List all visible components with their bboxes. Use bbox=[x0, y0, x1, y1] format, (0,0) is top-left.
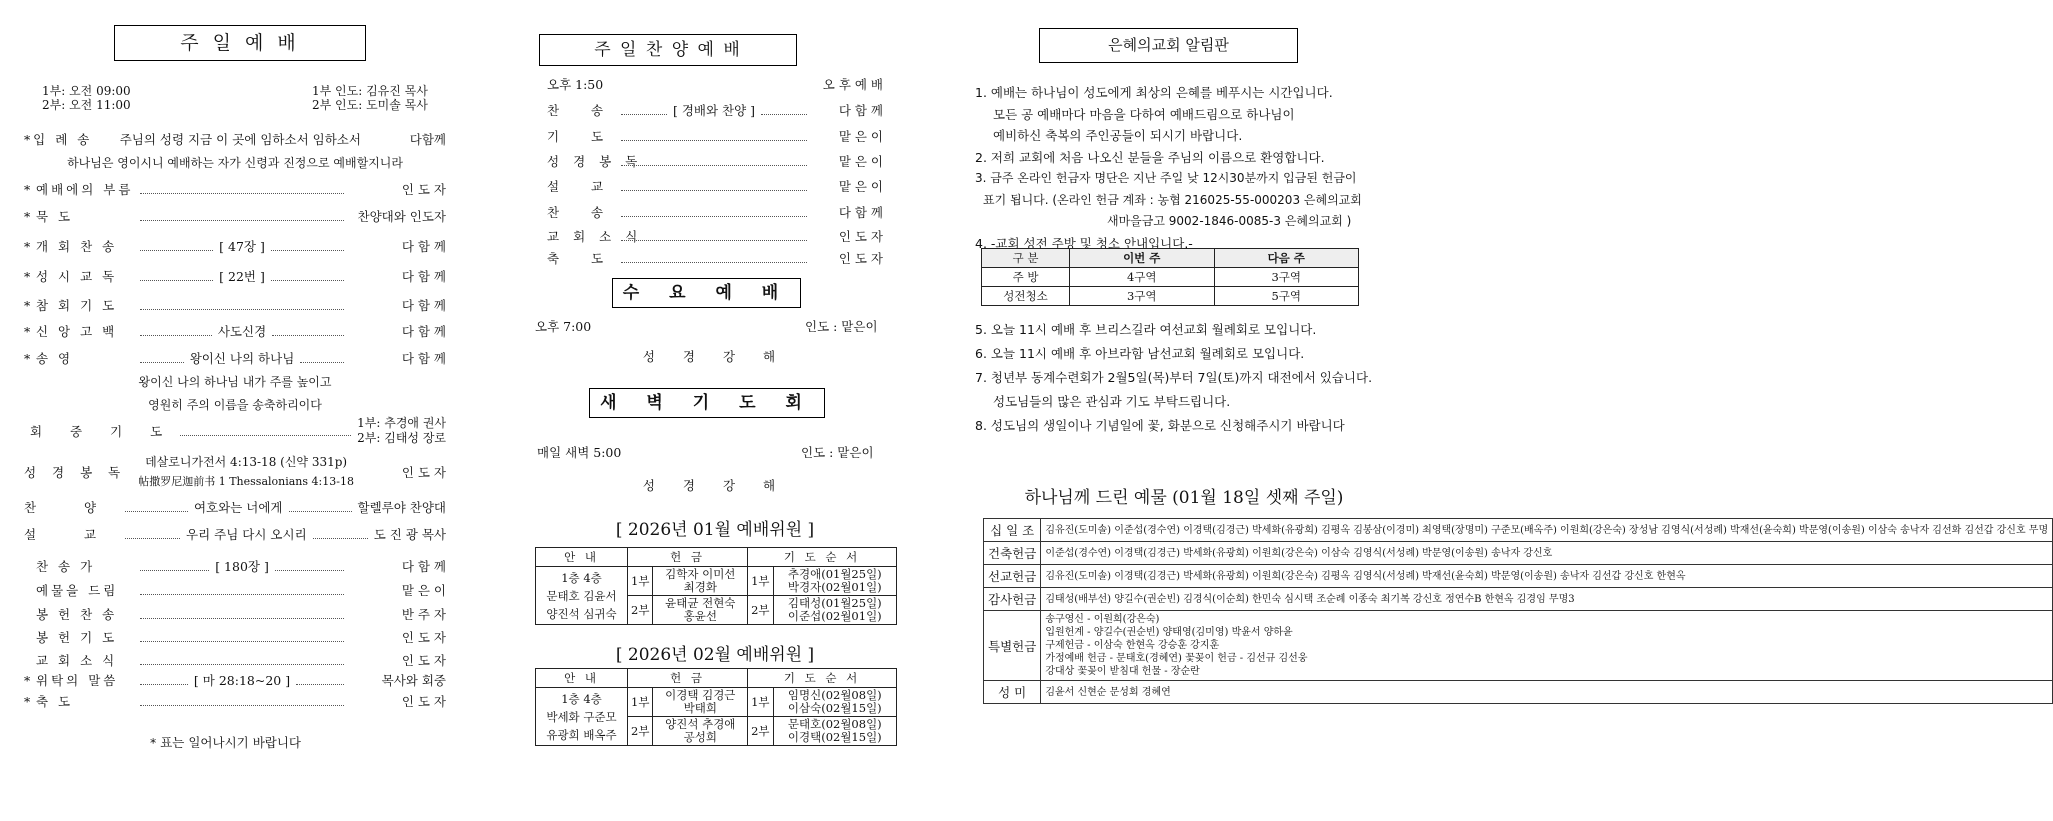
item-label: 축 도 bbox=[36, 694, 74, 709]
dots bbox=[140, 301, 344, 310]
afternoon-time-row bbox=[547, 75, 883, 93]
dots bbox=[140, 697, 344, 706]
item-middle: 왕이신 나의 하나님 bbox=[189, 351, 295, 366]
dots bbox=[621, 208, 807, 217]
committee-cell bbox=[653, 596, 748, 625]
service-item-row bbox=[24, 692, 446, 710]
dawn-time: 매일 새벽 5:00 bbox=[537, 445, 622, 460]
service-item-row bbox=[24, 130, 446, 148]
service-item-row bbox=[547, 249, 883, 267]
item-middle: [ 47장 ] bbox=[219, 239, 265, 254]
dawn-prayer-title: 새 벽 기 도 회 bbox=[589, 388, 825, 418]
cell-line: 추경애(01월25일) bbox=[787, 567, 882, 581]
verse-line-2: 영원히 주의 이름을 송축하리이다 bbox=[148, 398, 322, 412]
item-label: 설 교 bbox=[547, 179, 618, 194]
cell-line: 박태희 bbox=[683, 701, 717, 715]
item-label: 참 회 기 도 bbox=[36, 298, 118, 313]
sermon-right: 도 진 광 목사 bbox=[373, 527, 446, 542]
item-right: 인 도 자 bbox=[401, 182, 446, 197]
dots bbox=[621, 132, 807, 141]
committee-cell: 1부 bbox=[748, 567, 773, 596]
committee-cell: 안 내 bbox=[536, 669, 628, 688]
committee-cell: 2부 bbox=[748, 717, 773, 746]
item-label: 교회소식 bbox=[547, 229, 652, 244]
service-item-row bbox=[547, 227, 883, 245]
dots bbox=[125, 503, 188, 512]
footnote: * 표는 일어나시기 바랍니다 bbox=[150, 735, 301, 750]
prayer-people bbox=[357, 416, 446, 446]
item-label: 신 앙 고 백 bbox=[36, 324, 118, 339]
dots bbox=[125, 530, 180, 539]
item-label: 입 례 송 bbox=[33, 132, 93, 147]
item-label: 예물을 드림 bbox=[36, 583, 119, 598]
star-mark: * bbox=[24, 208, 31, 224]
choir-row bbox=[24, 498, 446, 516]
service-item-row bbox=[24, 581, 446, 599]
cell-line: 윤태균 전현숙 bbox=[665, 596, 736, 610]
star-mark: * bbox=[24, 693, 31, 709]
item-right: 맡 은 이 bbox=[838, 179, 883, 194]
cell-line: 이경택(02월15일) bbox=[787, 730, 882, 744]
dots bbox=[140, 610, 344, 619]
offering-names: 김유진(도미솔) 이준섭(경수연) 이경택(김경근) 박세화(유광희) 김평옥 김봉삼(이경미) 최영택(장명미) 구준모(배옥주) 이원희(강은숙) 장성남 김영식(서성례) 박재선(윤숙희) 박문영(이송원) 이삼숙 송낙자 김선화 김선갑 강신호 무명 bbox=[1041, 519, 2053, 542]
service-item-row bbox=[547, 177, 883, 195]
offering-row bbox=[984, 519, 2053, 542]
dots bbox=[140, 633, 344, 642]
dots bbox=[180, 427, 351, 436]
notice-7-cont: 성도님들의 많은 관심과 기도 부탁드립니다. bbox=[993, 394, 1231, 409]
offering-category: 특별헌금 bbox=[984, 611, 1041, 681]
bible-passage-en: 帖撒罗尼迦前书 1 Thessalonians 4:13-18 bbox=[138, 475, 354, 488]
cell-line: 이경택 김경근 bbox=[665, 688, 736, 702]
cleaning-cell: 3구역 bbox=[1070, 287, 1215, 306]
item-right: 찬양대와 인도자 bbox=[357, 209, 446, 224]
item-right: 인 도 자 bbox=[401, 694, 446, 709]
offering-category: 건축헌금 bbox=[984, 542, 1041, 565]
notice-8: 8. 성도님의 생일이나 기념일에 꽃, 화분으로 신청해주시기 바랍니다 bbox=[975, 418, 1345, 433]
star-mark: * bbox=[24, 268, 31, 284]
bible-label: 성 경 봉 독 bbox=[24, 465, 127, 480]
prayer-2: 2부: 김태성 장로 bbox=[357, 431, 446, 445]
notice-5: 5. 오늘 11시 예배 후 브리스길라 여선교회 월례회로 모입니다. bbox=[975, 322, 1317, 337]
item-right: 다 함 께 bbox=[401, 239, 446, 254]
item-label: 교 회 소 식 bbox=[36, 653, 118, 668]
committee-cell: 헌 금 bbox=[628, 669, 748, 688]
committee-cell bbox=[773, 717, 896, 746]
verse-line-1: 왕이신 나의 하나님 내가 주를 높이고 bbox=[138, 375, 332, 389]
item-middle: [ 22번 ] bbox=[219, 269, 265, 284]
dots bbox=[272, 327, 344, 336]
committee-cell bbox=[536, 567, 628, 625]
offering-line: 송구영신 - 이원희(강은숙) bbox=[1045, 614, 1160, 625]
offering-row bbox=[984, 611, 2053, 681]
jan-committee-title: [ 2026년 01월 예배위원 ] bbox=[615, 520, 815, 540]
item-middle: [ 180장 ] bbox=[215, 559, 269, 574]
service-item-row bbox=[24, 671, 446, 689]
dots bbox=[289, 503, 352, 512]
offering-line: 강대상 꽃꽂이 받침대 헌물 - 장순란 bbox=[1045, 666, 1200, 677]
item-right: 인 도 자 bbox=[401, 630, 446, 645]
cell-line: 이준섭(02월01일) bbox=[787, 609, 882, 623]
notices-2 bbox=[975, 318, 1372, 438]
star-mark: * bbox=[24, 297, 31, 313]
item-right: 다 함 께 bbox=[401, 269, 446, 284]
item-label: 찬 송 가 bbox=[36, 559, 96, 574]
offering-row bbox=[984, 681, 2053, 704]
dots bbox=[140, 354, 184, 363]
item-right: 다 함 께 bbox=[401, 559, 447, 574]
item-label: 예배에의 부름 bbox=[36, 182, 134, 197]
cleaning-table bbox=[981, 248, 1359, 306]
dots bbox=[621, 106, 667, 115]
dots bbox=[140, 212, 344, 221]
committee-row bbox=[536, 567, 897, 596]
item-label: 찬 송 bbox=[547, 205, 618, 220]
wednesday-time: 오후 7:00 bbox=[535, 319, 592, 334]
committee-cell: 2부 bbox=[628, 717, 653, 746]
bulletin-title: 은혜의교회 알림판 bbox=[1039, 28, 1298, 63]
offering-category: 선교헌금 bbox=[984, 565, 1041, 588]
committee-cell: 1부 bbox=[628, 688, 653, 717]
committee-cell bbox=[653, 688, 748, 717]
dots bbox=[140, 242, 213, 251]
offering-row bbox=[984, 588, 2053, 611]
cleaning-header bbox=[982, 249, 1359, 268]
item-label: 봉 헌 찬 송 bbox=[36, 607, 118, 622]
offering-table bbox=[983, 518, 2053, 704]
dots bbox=[313, 530, 368, 539]
cell-line: 박경자(02월01일) bbox=[787, 580, 882, 594]
cleaning-cell: 5구역 bbox=[1214, 287, 1359, 306]
notices bbox=[975, 82, 1362, 254]
offering-title: 하나님께 드린 예물 (01월 18일 셋째 주일) bbox=[1024, 488, 1344, 508]
choir-mid: 여호와는 너에게 bbox=[194, 500, 283, 515]
dots bbox=[621, 182, 807, 191]
service-item-row bbox=[24, 605, 446, 623]
item-label: 찬 송 bbox=[547, 103, 618, 118]
committee-cell bbox=[773, 596, 896, 625]
dots bbox=[621, 232, 807, 241]
congregation-prayer-row bbox=[30, 416, 446, 445]
offering-row bbox=[984, 565, 2053, 588]
cell-line: 박세화 구준모 bbox=[546, 709, 617, 724]
dots bbox=[271, 242, 344, 251]
cleaning-cell: 4구역 bbox=[1070, 268, 1215, 287]
service-item-row bbox=[24, 349, 446, 367]
committee-cell: 1부 bbox=[748, 688, 773, 717]
cell-line: 1층 4층 bbox=[561, 570, 602, 585]
item-middle: 주님의 성령 지금 이 곳에 임하소서 임하소서 bbox=[119, 132, 361, 147]
sunday-service-column bbox=[0, 0, 470, 821]
committee-cell bbox=[773, 567, 896, 596]
service-item-row bbox=[24, 296, 446, 314]
offering-names: 김윤서 신현순 문성회 경혜연 bbox=[1041, 681, 2053, 704]
committee-cell bbox=[536, 688, 628, 746]
notice-2: 2. 저희 교회에 처음 나오신 분들을 주님의 이름으로 환영합니다. bbox=[975, 149, 1325, 165]
item-label: 묵 도 bbox=[36, 209, 74, 224]
notice-3-cont2: 새마을금고 9002-1846-0085-3 은혜의교회 ) bbox=[1107, 214, 1352, 228]
committee-cell: 1부 bbox=[628, 567, 653, 596]
item-label: 송 영 bbox=[36, 351, 74, 366]
sermon-mid: 우리 주님 다시 오시리 bbox=[186, 527, 307, 542]
cleaning-cell: 주 방 bbox=[982, 268, 1070, 287]
item-right: 다 함 께 bbox=[401, 351, 446, 366]
afternoon-service-column bbox=[525, 0, 905, 821]
star-mark: * bbox=[24, 181, 31, 197]
committee-table bbox=[535, 547, 897, 625]
offering-names bbox=[1041, 611, 2053, 681]
leader-1: 1부 인도: 김유진 목사 bbox=[312, 84, 428, 98]
item-right: 인 도 자 bbox=[401, 653, 446, 668]
jan-committee-table bbox=[535, 547, 897, 625]
star-mark: * bbox=[24, 131, 31, 147]
committee-cell: 기 도 순 서 bbox=[748, 669, 897, 688]
cell-line: 임명신(02월08일) bbox=[787, 688, 882, 702]
service-leaders bbox=[312, 84, 428, 112]
dots bbox=[621, 254, 807, 263]
cleaning-row bbox=[982, 268, 1359, 287]
cell-line: 양진석 추경애 bbox=[665, 717, 736, 731]
feb-committee-title: [ 2026년 02월 예배위원 ] bbox=[615, 645, 815, 665]
item-label: 성 시 교 독 bbox=[36, 269, 118, 284]
offering-line: 입원헌계 - 양길수(권순빈) 양태영(김미영) 박윤서 양하윤 bbox=[1045, 627, 1293, 638]
service-item-row bbox=[24, 322, 446, 340]
sunday-service-title: 주 일 예 배 bbox=[114, 25, 366, 61]
cell-line: 홍윤선 bbox=[683, 609, 717, 623]
cleaning-hdr-cell: 다음 주 bbox=[1214, 249, 1359, 268]
time-2: 2부: 오전 11:00 bbox=[42, 98, 131, 112]
committee-cell: 안 내 bbox=[536, 548, 628, 567]
notice-3: 3. 금주 온라인 헌금자 명단은 지난 주일 낮 12시30분까지 입금된 헌금이 bbox=[975, 171, 1357, 185]
dots bbox=[621, 157, 807, 166]
item-middle: 사도신경 bbox=[217, 324, 267, 339]
notice-1: 1. 예배는 하나님이 성도에게 최상의 은혜를 베푸시는 시간입니다. bbox=[975, 85, 1333, 100]
bulletin-column bbox=[965, 0, 2049, 821]
service-times bbox=[42, 84, 131, 112]
dots bbox=[140, 327, 212, 336]
offering-row bbox=[984, 542, 2053, 565]
dots bbox=[140, 562, 209, 571]
bible-reading-row bbox=[24, 455, 446, 488]
committee-cell: 2부 bbox=[628, 596, 653, 625]
cell-line: 김태성(01월25일) bbox=[787, 596, 882, 610]
service-item-row bbox=[24, 267, 446, 285]
choir-label: 찬 양 bbox=[24, 500, 119, 515]
cleaning-cell: 3구역 bbox=[1214, 268, 1359, 287]
item-middle: [ 경배와 찬양 ] bbox=[672, 103, 756, 118]
committee-cell: 헌 금 bbox=[628, 548, 748, 567]
offering-names: 김태성(배부선) 양길수(권순빈) 김경식(이순희) 한민숙 심시택 조순례 이종숙 최기복 강신호 정연수B 한현옥 김경임 무명3 bbox=[1041, 588, 2053, 611]
dots bbox=[271, 272, 344, 281]
service-item-row bbox=[547, 127, 883, 145]
sermon-row bbox=[24, 525, 446, 543]
bible-passage-ko: 데살로니가전서 4:13-18 (신약 331p) bbox=[145, 455, 348, 469]
cell-line: 이삼숙(02월15일) bbox=[787, 701, 882, 715]
dots bbox=[140, 586, 344, 595]
offering-category: 성 미 bbox=[984, 681, 1041, 704]
notice-3-cont: 표기 됩니다. (온라인 헌금 계좌 : 농협 216025-55-000203 은혜의교회 bbox=[983, 192, 1362, 207]
committee-cell: 2부 bbox=[748, 596, 773, 625]
committee-header bbox=[536, 548, 897, 567]
service-item-row bbox=[24, 207, 446, 225]
service-item-row bbox=[547, 152, 883, 170]
choir-right: 할렐루야 찬양대 bbox=[357, 500, 446, 515]
offering-names: 김유진(도미솔) 이경택(김경근) 박세화(유광희) 이원희(강은숙) 김평옥 김영식(서성례) 박재선(윤숙희) 박문영(이송원) 송낙자 김선갑 강신호 한현옥 bbox=[1041, 565, 2053, 588]
cell-line: 김학자 이미선 bbox=[665, 567, 736, 581]
prayer-label: 회 중 기 도 bbox=[30, 424, 175, 439]
cell-line: 1층 4층 bbox=[561, 691, 602, 706]
item-right: 목사와 회중 bbox=[381, 673, 446, 688]
item-right: 다 함 께 bbox=[401, 324, 446, 339]
service-item-row bbox=[547, 203, 883, 221]
cleaning-row bbox=[982, 287, 1359, 306]
cell-line: 양진석 심귀숙 bbox=[546, 606, 617, 621]
dawn-leader: 인도 : 맡은이 bbox=[801, 445, 874, 460]
star-mark: * bbox=[24, 238, 31, 254]
committee-cell bbox=[653, 567, 748, 596]
item-right: 다 함 께 bbox=[401, 298, 446, 313]
committee-cell bbox=[653, 717, 748, 746]
item-right: 맡 은 이 bbox=[401, 583, 446, 598]
committee-row bbox=[536, 688, 897, 717]
offering-names: 이준섭(경수연) 이경택(김경근) 박세화(유광희) 이원희(강은숙) 이삼숙 김영식(서성례) 박문영(이송원) 송낙자 강신호 bbox=[1041, 542, 2053, 565]
cell-line: 문태호 김윤서 bbox=[546, 588, 617, 603]
service-item-row bbox=[24, 237, 446, 255]
bible-right: 인 도 자 bbox=[401, 465, 446, 480]
item-label: 축 도 bbox=[547, 251, 618, 266]
item-right: 다함께 bbox=[409, 132, 447, 147]
cell-line: 유광희 배옥주 bbox=[546, 727, 617, 742]
dots bbox=[140, 676, 188, 685]
service-item-row bbox=[547, 101, 883, 119]
service-item-row bbox=[24, 557, 446, 575]
afternoon-time-right: 오 후 예 배 bbox=[822, 77, 883, 92]
sermon-label: 설 교 bbox=[24, 527, 119, 542]
feb-committee-table bbox=[535, 668, 897, 746]
service-item-row bbox=[24, 628, 446, 646]
cell-line: 최경화 bbox=[683, 580, 717, 594]
star-mark: * bbox=[24, 672, 31, 688]
committee-table bbox=[535, 668, 897, 746]
offering-line: 가정예배 헌금 - 문태호(경혜연) 꽃꽂이 헌금 - 김선규 김선웅 bbox=[1045, 653, 1308, 664]
notice-6: 6. 오늘 11시 예배 후 아브라함 남선교회 월례회로 모입니다. bbox=[975, 346, 1305, 361]
item-right: 다 함 께 bbox=[838, 205, 883, 220]
cell-line: 공성희 bbox=[683, 730, 717, 744]
notice-1-cont2: 예비하신 축복의 주인공들이 되시기 바랍니다. bbox=[993, 128, 1243, 143]
star-mark: * bbox=[24, 323, 31, 339]
offering-line: 구제헌금 - 이삼숙 한현옥 강승훈 강지훈 bbox=[1045, 640, 1220, 651]
dots bbox=[140, 185, 344, 194]
item-right: 인 도 자 bbox=[838, 251, 883, 266]
item-label: 기 도 bbox=[547, 129, 618, 144]
star-mark: * bbox=[24, 350, 31, 366]
service-item-row bbox=[24, 180, 446, 198]
wednesday-leader: 인도 : 맡은이 bbox=[805, 319, 878, 334]
committee-cell bbox=[773, 688, 896, 717]
item-label: 개 회 찬 송 bbox=[36, 239, 118, 254]
notice-1-cont: 모든 공 예배마다 마음을 다하여 예배드림으로 하나님이 bbox=[993, 106, 1295, 122]
item-label: 봉 헌 기 도 bbox=[36, 630, 118, 645]
item-label: 위탁의 말씀 bbox=[36, 673, 119, 688]
committee-cell: 기 도 순 서 bbox=[748, 548, 897, 567]
service-item-row bbox=[24, 651, 446, 669]
offering-category: 감사헌금 bbox=[984, 588, 1041, 611]
dots bbox=[275, 562, 344, 571]
time-1: 1부: 오전 09:00 bbox=[42, 84, 131, 98]
dots bbox=[300, 354, 344, 363]
prayer-1: 1부: 추경애 권사 bbox=[357, 416, 446, 430]
wednesday-subtitle: 성 경 강 해 bbox=[642, 349, 788, 364]
leader-2: 2부 인도: 도미솔 목사 bbox=[312, 98, 428, 112]
scripture-line: 하나님은 영이시니 예배하는 자가 신령과 진정으로 예배할지니라 bbox=[67, 156, 403, 170]
dawn-subtitle: 성 경 강 해 bbox=[642, 478, 788, 493]
item-right: 인 도 자 bbox=[838, 229, 883, 244]
dots bbox=[140, 656, 344, 665]
cleaning-cell: 성전청소 bbox=[982, 287, 1070, 306]
cleaning-hdr-cell: 이번 주 bbox=[1070, 249, 1215, 268]
item-right: 반 주 자 bbox=[401, 607, 446, 622]
bible-passage bbox=[138, 452, 354, 492]
notice-7: 7. 청년부 동계수련회가 2월5일(목)부터 7일(토)까지 대전에서 있습니다. bbox=[975, 370, 1373, 385]
notice-4: 4. -교회 성전 주방 및 청소 안내입니다.- bbox=[975, 235, 1193, 251]
offering-category: 십 일 조 bbox=[984, 519, 1041, 542]
dots bbox=[296, 676, 344, 685]
afternoon-service-title: 주 일 찬 양 예 배 bbox=[539, 34, 797, 66]
item-right: 맡 은 이 bbox=[838, 129, 883, 144]
cleaning-hdr-cell: 구 분 bbox=[982, 249, 1070, 268]
committee-header bbox=[536, 669, 897, 688]
item-label: 성경봉독 bbox=[547, 154, 652, 169]
item-middle: [ 마 28:18~20 ] bbox=[193, 673, 291, 688]
item-right: 맡 은 이 bbox=[838, 154, 883, 169]
cell-line: 문태호(02월08일) bbox=[787, 717, 882, 731]
dots bbox=[761, 106, 807, 115]
dots bbox=[140, 272, 213, 281]
wednesday-title: 수 요 예 배 bbox=[612, 278, 801, 308]
afternoon-time: 오후 1:50 bbox=[547, 77, 604, 92]
item-right: 다 함 께 bbox=[838, 103, 883, 118]
